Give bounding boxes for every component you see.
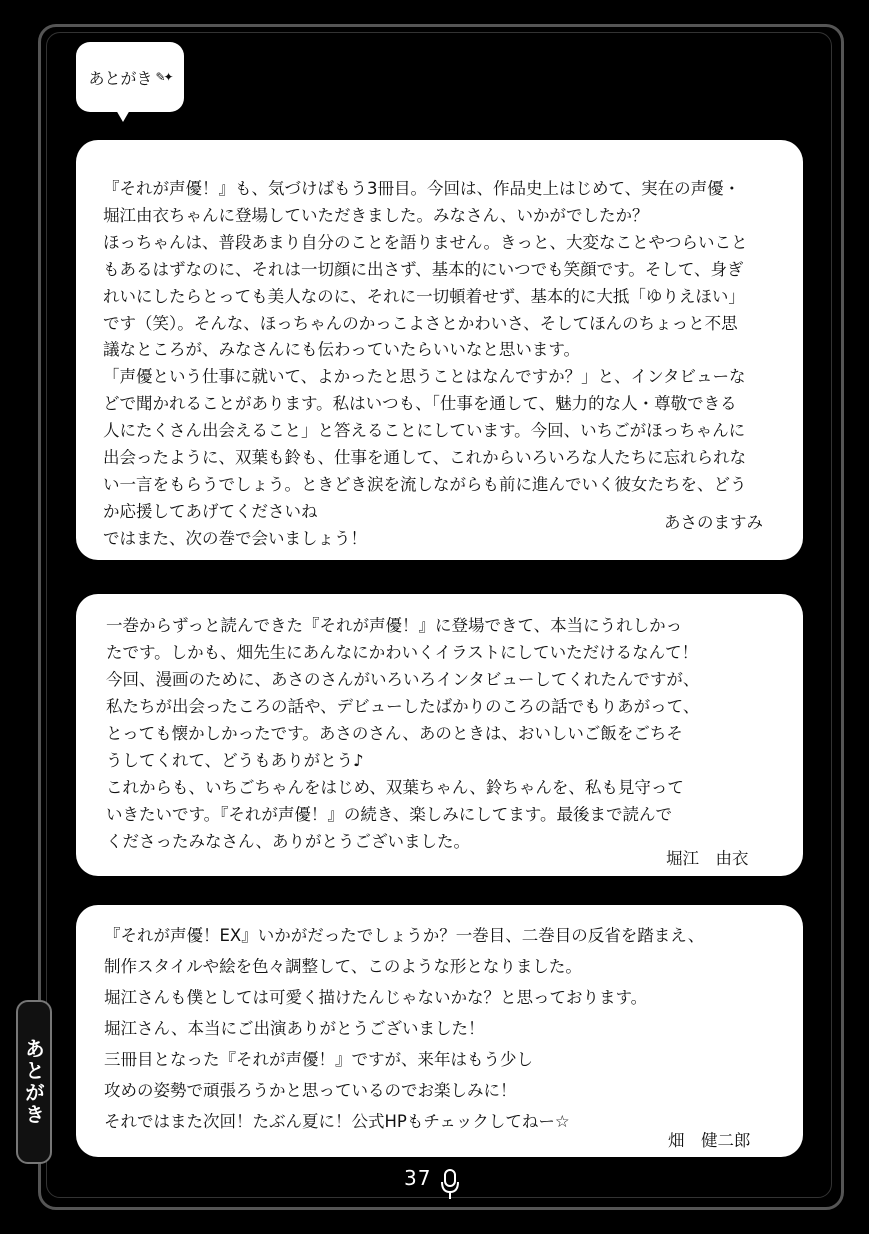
text-line: か応援してあげてくださいね — [103, 501, 318, 521]
text-line: 制作スタイルや絵を色々調整して、このような形となりました。 — [104, 957, 582, 976]
text-line: これからも、いちごちゃんをはじめ、双葉ちゃん、鈴ちゃんを、私も見守って — [106, 778, 684, 797]
bubble-tail — [116, 110, 130, 122]
afterword-asano — [76, 140, 803, 560]
microphone-icon — [440, 1168, 460, 1202]
afterword-horie — [76, 594, 803, 876]
text-line: 堀江さん、本当にご出演ありがとうございました！ — [104, 1019, 485, 1038]
text-line: い一言をもらうでしょう。ときどき涙を流しながらも前に進んでいく彼女たちを、どう — [103, 474, 747, 494]
text-line: 出会ったように、双葉も鈴も、仕事を通して、これからいろいろな人たちに忘れられな — [103, 448, 747, 468]
signature-horie: 堀江 由衣 — [666, 849, 749, 868]
afterword-asano-text — [103, 176, 748, 553]
text-line: いきたいです。『それが声優！』の続き、楽しみにしてます。最後まで読んで — [106, 805, 672, 824]
text-line: 「声優という仕事に就いて、よかったと思うことはなんですか？」と、インタビューな — [103, 367, 746, 387]
text-line: たです。しかも、畑先生にあんなにかわいくイラストにしていただけるなんて！ — [106, 643, 699, 662]
text-line: 『それが声優！』も、気づけばもう3冊目。今回は、作品史上はじめて、実在の声優・ — [103, 179, 741, 198]
afterword-horie-text — [106, 612, 699, 855]
afterword-title: あとがき — [88, 68, 153, 88]
side-tab-afterword: あとがき — [16, 1000, 52, 1164]
text-line: れいにしたらとっても美人なのに、それに一切頓着せず、基本的に大抵「ゆりえほい」 — [103, 286, 745, 306]
text-line: どで聞かれることがあります。私はいつも、「仕事を通して、魅力的な人・尊敬できる — [103, 394, 737, 414]
text-line: ほっちゃんは、普段あまり自分のことを語りません。きっと、大変なことやつらいこと — [103, 232, 748, 252]
text-line: 今回、漫画のために、あさのさんがいろいろインタビューしてくれたんですが、 — [106, 670, 700, 689]
text-line: 私たちが出会ったころの話や、デビューしたばかりのころの話でもりあがって、 — [106, 697, 700, 716]
signature-asano: あさのますみ — [664, 513, 763, 532]
text-line: 三冊目となった『それが声優！』ですが、来年はもう少し — [104, 1050, 533, 1069]
text-line: ではまた、次の巻で会いましょう！ — [103, 528, 367, 548]
text-line: 攻めの姿勢で頑張ろうかと思っているのでお楽しみに！ — [104, 1081, 517, 1100]
text-line: 堀江由衣ちゃんに登場していただきました。みなさん、いかがでしたか？ — [103, 205, 649, 225]
text-line: 人にたくさん出会えること」と答えることにしています。今回、いちごがほっちゃんに — [103, 421, 746, 441]
text-line: 『それが声優！EX』いかがだったでしょうか？一巻目、二巻目の反省を踏まえ、 — [104, 926, 705, 945]
text-line: 議なところが、みなさんにも伝わっていたらいいなと思います。 — [103, 340, 581, 360]
text-line: もあるはずなのに、それは一切顔に出さず、基本的にいつでも笑顔です。そして、身ぎ — [103, 259, 744, 279]
text-line: とっても懐かしかったです。あさのさん、あのときは、おいしいご飯をごちそ — [106, 724, 683, 743]
afterword-title-bubble — [76, 42, 184, 112]
signature-hata: 畑 健二郎 — [668, 1131, 751, 1150]
text-line: それではまた次回！たぶん夏に！公式HPもチェックしてねー☆ — [104, 1112, 570, 1131]
text-line: 堀江さんも僕としては可愛く描けたんじゃないかな？と思っております。 — [104, 988, 648, 1007]
text-line: くださったみなさん、ありがとうございました。 — [106, 832, 470, 851]
afterword-hata-text — [104, 920, 704, 1137]
text-line: うしてくれて、どうもありがとう♪ — [106, 751, 364, 770]
page-number: 37 — [404, 1166, 432, 1190]
text-line: 一巻からずっと読んできた『それが声優！』に登場できて、本当にうれしかっ — [106, 616, 683, 635]
text-line: です（笑）。そんな、ほっちゃんのかっこよさとかわいさ、そしてほんのちょっと不思 — [103, 313, 738, 333]
afterword-hata — [76, 905, 803, 1157]
sparkle-pencil-icon: ✎✦ — [155, 70, 172, 84]
